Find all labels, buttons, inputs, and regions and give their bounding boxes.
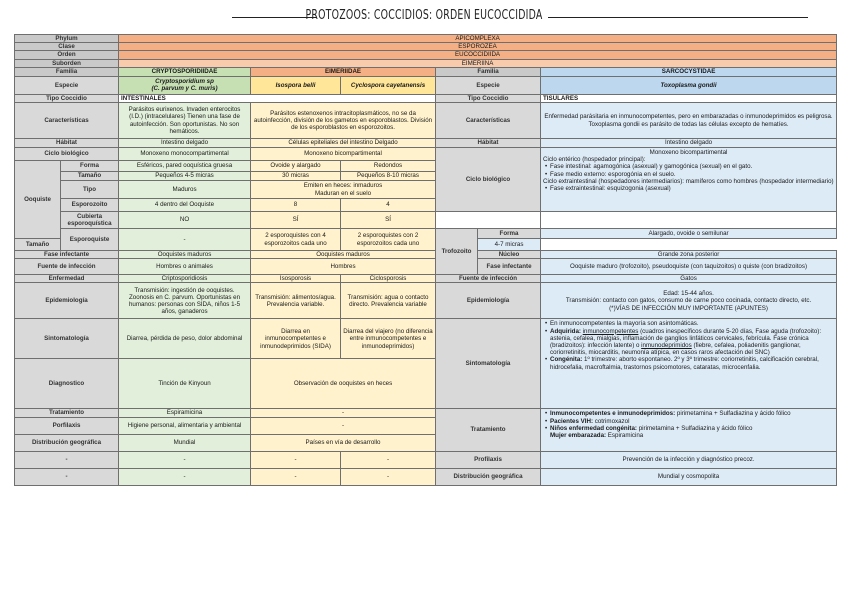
sinto-toxo-3 (543, 356, 834, 370)
tipo-value-right: TISULARES (541, 94, 837, 102)
comparison-table (14, 34, 837, 486)
row-epidemiologia (15, 283, 837, 319)
ciclo-toxo-bullets-b (543, 185, 834, 192)
familia-sarco: SARCOCYSTIDAE (541, 67, 837, 76)
forma-crypto: Esféricos, pared ooquística gruesa (119, 161, 251, 172)
tam-label: Tamaño (61, 172, 119, 181)
enf-iso: Isosporosis (251, 275, 341, 283)
tipo-oq-eimer (251, 181, 436, 199)
epi-cyclo: Transmisión: agua o contacto directo. Prevalencia variable (341, 283, 436, 319)
clase-value: ESPOROZEA (119, 43, 837, 51)
cubierta-crypto: NO (119, 212, 251, 229)
trat-toxo (541, 409, 837, 451)
row-enfermedad (15, 275, 837, 283)
forma-cyclo: Redondos (341, 161, 436, 172)
sinto-toxo-2c: (cuadros inespecíficos durante 5-20 días, Fase aguda (trofozoito): astenia, cefalea, mialgias, inflamación de ganglios linfáticos cervicales, febrícula. Fase crónica (bradizoitos): infección latente) o (550, 327, 822, 350)
title-bar (0, 6, 848, 28)
carac-toxo-2: Toxoplasma gondii es parásito de todas las células excepto de hematíes. (588, 120, 789, 128)
fase-toxo: Ooquiste maduro (trofozoito), pseudoquiste (con taquizoitos) o quiste (con bradizoitos) (541, 259, 837, 275)
esporo-crypto: 4 dentro del Ooquiste (119, 199, 251, 212)
epi-toxo-1: Edad: 15-44 años. (663, 290, 714, 298)
habitat-eimer: Células epiteliales del intestino Delgado (251, 139, 436, 148)
trat-label: Tratamiento (15, 409, 119, 417)
blank-1-label: - (15, 451, 119, 468)
esporoquiste-crypto: - (119, 229, 251, 251)
habitat-crypto: Intestino delgado (119, 139, 251, 148)
fuente-label: Fuente de infección (15, 259, 119, 275)
sinto-toxo-2e: (fiebre, cefalea, poliadenitis ganglionar, coriorretinitis, miocarditis, neumonía atípica, en casos raros afectación del SNC) (550, 342, 801, 357)
trat-toxo-4b: Espiramicina (607, 432, 644, 440)
diag-label: Diagnostico (15, 359, 119, 409)
tipo-label: Tipo Coccidio (15, 94, 119, 102)
especie-iso: Isospora belli (251, 76, 341, 94)
profi-toxo: Prevención de la infección y diagnóstico precoz. (541, 451, 837, 468)
row-fase (15, 251, 837, 259)
trat-toxo-1 (543, 410, 834, 417)
row-blank-1 (15, 451, 837, 468)
tipo-value: INTESTINALES (119, 94, 436, 102)
carac-label: Características (15, 103, 119, 139)
nucleo-label: Núcleo (478, 251, 541, 259)
trofo-forma: Alargado, ovoide o semilunar (541, 229, 837, 239)
sinto-toxo-1: • En inmunocompetentes la mayoría son asintomáticas. (543, 320, 834, 327)
sinto-cyclo: Diarrea del viajero (no diferencia entre inmunocompetentes e inmunodeprimidos) (341, 319, 436, 359)
row-cubierta (15, 212, 837, 229)
trat-eimer: - (251, 409, 436, 417)
tipo-oq-label: Tipo (61, 181, 119, 199)
page-title: PROTOZOOS: COCCIDIOS: ORDEN EUCOCCIDIDA (305, 8, 543, 23)
blank-1-cyclo: - (341, 451, 436, 468)
enf-label: Enfermedad (15, 275, 119, 283)
sinto-toxo (541, 319, 837, 409)
epi-iso: Transmisión: alimentos/agua. Prevalencia variable. (251, 283, 341, 319)
sinto-label-right: Sintomatología (436, 319, 541, 409)
fase-label-right: Fase infectante (478, 259, 541, 275)
forma-label: Forma (61, 161, 119, 172)
esporoquiste-iso: 2 esporoquistes con 4 esporozoitos cada uno (251, 229, 341, 251)
blank-2-iso: - (251, 468, 341, 485)
trat-toxo-2 (543, 418, 834, 425)
phylum-label: Phylum (15, 35, 119, 43)
tam-cyclo: Pequeños 8-10 micras (341, 172, 436, 181)
blank-right-cubierta (436, 212, 541, 229)
ciclo-label-right: Ciclo biológico (436, 148, 541, 212)
row-clase (15, 43, 837, 51)
sinto-toxo-3b: 1º trimestre: aborto espontaneo. 2º y 3º trimestre: coriorretinitis, calcificación cerebral, hidrocefalia, macroftalmia, trastornos psicomotores, cataratas, microcenfalia. (550, 356, 819, 371)
habitat-toxo: Intestino delgado (541, 139, 837, 148)
row-familia (15, 67, 837, 76)
sinto-toxo-3a: Congénita: (550, 356, 585, 364)
trat-toxo-3a: Niños enfermedad congénita: (550, 424, 639, 432)
esporoquiste-cyclo: 2 esporoquistes con 2 esporozoitos cada uno (341, 229, 436, 251)
trofo-tam: 4-7 micras (478, 239, 541, 251)
row-fuente (15, 259, 837, 275)
carac-label-right: Características (436, 103, 541, 139)
familia-eimer: EIMERIIDAE (251, 67, 436, 76)
especie-crypto (119, 76, 251, 94)
row-tipo (15, 94, 837, 102)
profi-label: Porfilaxis (15, 417, 119, 434)
row-sintomatologia (15, 319, 837, 359)
blank-1-crypto: - (119, 451, 251, 468)
blank-2-cyclo: - (341, 468, 436, 485)
row-tratamiento (15, 409, 837, 417)
ciclo-eimer: Monoxeno bicompartimental (251, 148, 436, 161)
row-caracteristicas (15, 103, 837, 139)
blank-right-cubierta-2 (541, 212, 837, 229)
trat-toxo-2a: Pacientes VIH: (550, 417, 595, 425)
nucleo: Grande zona posterior (541, 251, 837, 259)
sinto-toxo-2a: Adquirida: (550, 327, 583, 335)
distrib-eimer: Países en vía de desarrollo (251, 434, 436, 451)
blank-2-crypto: - (119, 468, 251, 485)
ciclo-toxo-bullets-a (543, 163, 834, 177)
diag-eimer: Observación de ooquistes en heces (251, 359, 436, 409)
profi-eimer: - (251, 417, 436, 434)
row-habitat (15, 139, 837, 148)
carac-crypto: Parásitos eurixenos. Invaden enterocitos (I.D.) (intracelulares) Tienen una fase de autoinfección. Son oportunistas. No son hemáticos. (119, 103, 251, 139)
trofo-tam-label: Tamaño (15, 239, 61, 251)
esporo-iso: 8 (251, 199, 341, 212)
especie-label: Especie (15, 76, 119, 94)
trat-label-right: Tratamiento (436, 409, 541, 451)
esporo-label: Esporozoito (61, 199, 119, 212)
fuente-label-right: Fuente de infección (436, 275, 541, 283)
tipo-oq-crypto: Maduros (119, 181, 251, 199)
sinto-label: Sintomatología (15, 319, 119, 359)
sinto-toxo-2d: inmunodeprimidos (641, 342, 692, 350)
forma-iso: Ovoide y alargado (251, 161, 341, 172)
epi-toxo-3: (*)VÍAS DE INFECCIÓN MUY IMPORTANTE (APUNTES) (609, 304, 768, 312)
fuente-toxo: Gatos (541, 275, 837, 283)
sinto-toxo-2 (543, 328, 834, 357)
ciclo-toxo-5: • Fase extraintestinal: esquizogonia (asexual) (543, 185, 834, 192)
row-orden (15, 51, 837, 59)
esporo-cyclo: 4 (341, 199, 436, 212)
ciclo-toxo-1: Ciclo entérico (hospedador principal): (543, 156, 646, 164)
ciclo-crypto: Monoxeno monocompartimental (119, 148, 251, 161)
habitat-label-right: Hábitat (436, 139, 541, 148)
fuente-crypto: Hombres o animales (119, 259, 251, 275)
esporoquiste-label: Esporoquiste (61, 229, 119, 251)
orden-value: EUCOCCIDIIDA (119, 51, 837, 59)
phylum-value: APICOMPLEXA (119, 35, 837, 43)
ciclo-toxo-2: • Fase intestinal: agamogónica (asexual) y gamogónica (sexual) en el gato. (543, 163, 834, 170)
profi-crypto: Higiene personal, alimentaria y ambiental (119, 417, 251, 434)
cubierta-label: Cubierta esporoquística (61, 212, 119, 229)
clase-label: Clase (15, 43, 119, 51)
familia-label: Familia (15, 67, 119, 76)
blank-2-label: - (15, 468, 119, 485)
familia-crypto: CRYPTOSPORIDIIDAE (119, 67, 251, 76)
fase-eimer: Ooquistes maduros (251, 251, 436, 259)
fase-label: Fase infectante (15, 251, 119, 259)
trat-toxo-2b: cotrimoxazol (594, 417, 630, 425)
ooquiste-label: Ooquiste (15, 161, 61, 239)
suborden-value: EIMERIINA (119, 59, 837, 67)
especie-crypto-2: (C. parvum y C. muris) (151, 85, 218, 93)
epi-toxo-2: Transmisión: contacto con gatos, consumo de carne poco cocinada, contacto directo, etc. (565, 297, 812, 305)
sinto-toxo-2b: inmunocompetentes (582, 327, 639, 335)
profi-label-right: Profilaxis (436, 451, 541, 468)
row-ciclo (15, 148, 837, 161)
fuente-eimer: Hombres (251, 259, 436, 275)
cubierta-iso: SÍ (251, 212, 341, 229)
trat-toxo-4a: Mujer embarazada: (550, 432, 608, 440)
carac-toxo-1: Enfermedad parásitaria en inmunocompetentes, pero en embarazadas o inmunodeprimidos es peligrosa. (544, 113, 833, 121)
trat-toxo-3b: pirimetamina + Sulfadiazina y ácido fólico (638, 424, 753, 432)
trofo-forma-label: Forma (478, 229, 541, 239)
sinto-crypto: Diarrea, pérdida de peso, dolor abdominal (119, 319, 251, 359)
tipo-oq-eimer-2: Maduran en el suelo (314, 189, 372, 197)
title-line-right (548, 17, 808, 18)
ciclo-toxo-4: Ciclo extraintestinal (hospedadores intermediarios): mamíferos como hombres (hospedador intermediario) (543, 177, 834, 185)
epi-toxo (541, 283, 837, 319)
especie-toxo: Toxoplasma gondii (541, 76, 837, 94)
fase-crypto: Ooquistes maduros (119, 251, 251, 259)
distrib-toxo: Mundial y cosmopolita (541, 468, 837, 485)
suborden-label: Suborden (15, 59, 119, 67)
especie-label-right: Especie (436, 76, 541, 94)
orden-label: Orden (15, 51, 119, 59)
tipo-label-right: Tipo Coccidio (436, 94, 541, 102)
sinto-iso: Diarrea en inmunocompetentes e inmunodeprimidos (SIDA) (251, 319, 341, 359)
tam-iso: 30 micras (251, 172, 341, 181)
ciclo-toxo (541, 148, 837, 212)
trofozoito-label: Trofozoito (436, 229, 478, 275)
especie-cyclo: Cyclospora cayetanensis (341, 76, 436, 94)
row-phylum (15, 35, 837, 43)
epi-label: Epidemiología (15, 283, 119, 319)
row-suborden (15, 59, 837, 67)
row-especie (15, 76, 837, 94)
diag-crypto: Tinción de Kinyoun (119, 359, 251, 409)
row-esporoquiste-1 (15, 229, 837, 239)
familia-label-right: Familia (436, 67, 541, 76)
habitat-label: Hábitat (15, 139, 119, 148)
carac-eimer: Parásitos estenoxenos intracitoplasmáticos, no se da autoinfección, división de los gametos en esporoblastos. División de los esporoblastos en esporozoitos. (251, 103, 436, 139)
ciclo-toxo-head: Monoxeno bicompartimental (649, 149, 728, 157)
ciclo-toxo-3: • Fase medio externo: esporogónia en el suelo. (543, 171, 834, 178)
ciclo-label: Ciclo biológico (15, 148, 119, 161)
blank-1-iso: - (251, 451, 341, 468)
distrib-label: Distribución geográfica (15, 434, 119, 451)
epi-crypto: Transmisión: ingestión de ooquistes. Zoonosis en C. parvum. Oportunistas en humanos: personas con SIDA, niños 1-5 años, ganaderos (119, 283, 251, 319)
row-blank-2 (15, 468, 837, 485)
trat-toxo-3 (543, 425, 834, 439)
enf-cyclo: Ciclosporosis (341, 275, 436, 283)
trat-toxo-1b: pirimetamina + Sulfadiazina y ácido fólico (676, 410, 791, 418)
enf-crypto: Criptosporidiosis (119, 275, 251, 283)
tipo-oq-eimer-1: Emiten en heces: inmaduros (303, 182, 383, 190)
especie-crypto-1: Cryptosporidium sp (155, 78, 214, 86)
carac-toxo (541, 103, 837, 139)
epi-label-right: Epidemiología (436, 283, 541, 319)
tam-crypto: Pequeños 4-5 micras (119, 172, 251, 181)
distrib-label-right: Distribución geográfica (436, 468, 541, 485)
trat-toxo-1a: Inmunocompetentes e inmunodeprimidos: (550, 410, 677, 418)
trat-crypto: Espiramicina (119, 409, 251, 417)
distrib-crypto: Mundial (119, 434, 251, 451)
cubierta-cyclo: SÍ (341, 212, 436, 229)
